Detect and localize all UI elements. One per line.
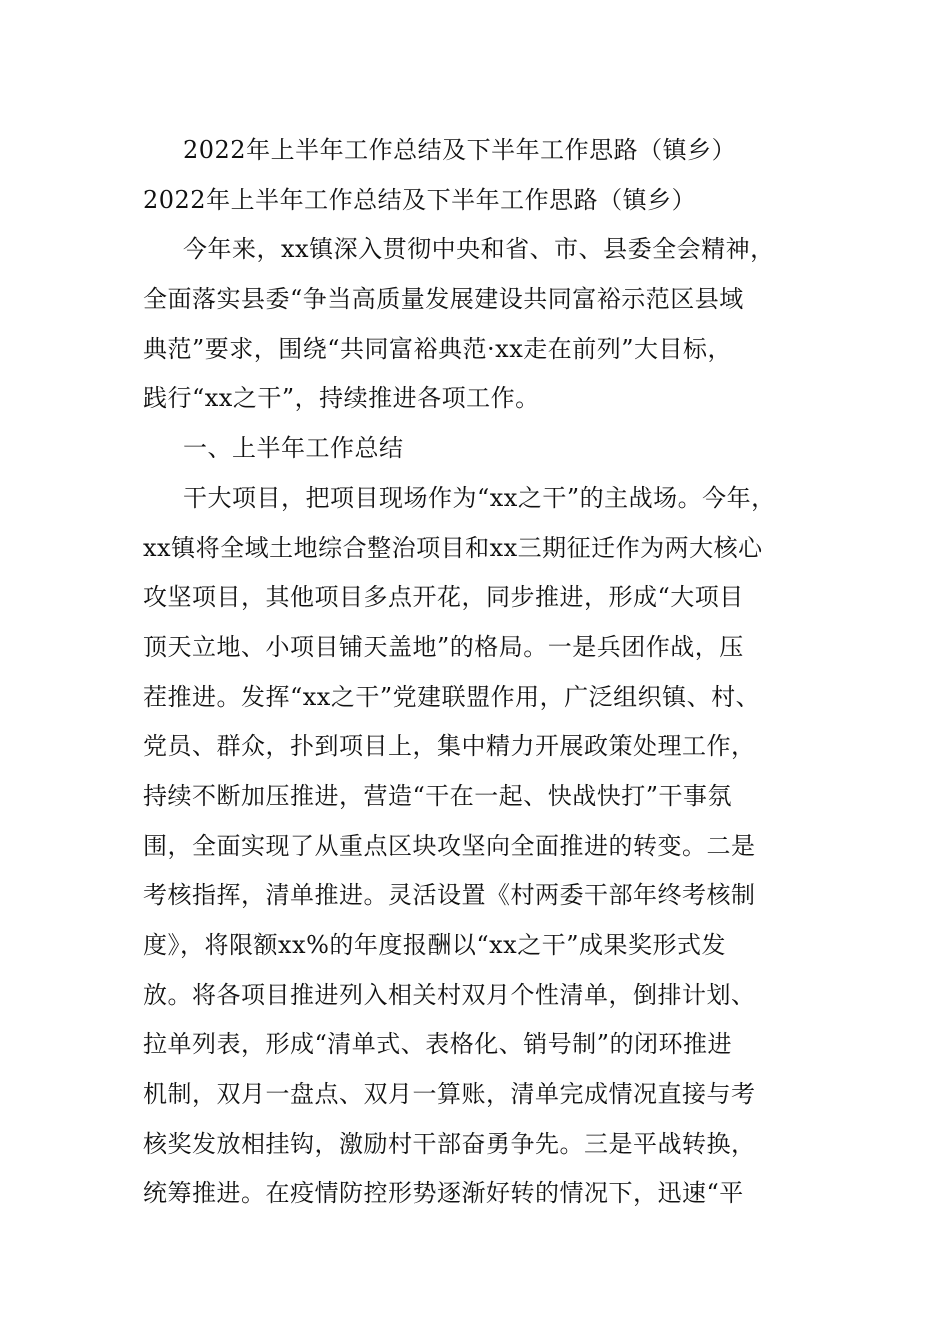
paragraph-line-10: 茬推进。发挥“xx之干”党建联盟作用，广泛组织镇、村、	[143, 682, 761, 711]
document-subtitle: 2022年上半年工作总结及下半年工作思路（镇乡）	[143, 185, 697, 214]
document-body	[143, 126, 813, 1219]
document-title: 2022年上半年工作总结及下半年工作思路（镇乡）	[183, 136, 737, 164]
paragraph-line-2: 全面落实县委“争当高质量发展建设共同富裕示范区县域	[143, 285, 744, 314]
paragraph-line-15: 度》，将限额xx%的年度报酬以“xx之干”成果奖形式发	[143, 931, 726, 959]
section-heading: 一、上半年工作总结	[183, 434, 404, 463]
paragraph-line-14: 考核指挥，清单推进。灵活设置《村两委干部年终考核制	[143, 881, 756, 910]
paragraph-line-9: 顶天立地、小项目铺天盖地”的格局。一是兵团作战，压	[143, 632, 744, 661]
paragraph-line-19: 核奖发放相挂钩，激励村干部奋勇争先。三是平战转换，	[143, 1129, 756, 1158]
paragraph-line-18: 机制，双月一盘点、双月一算账，清单完成情况直接与考	[143, 1080, 756, 1109]
paragraph-line-3: 典范”要求，围绕“共同富裕典范·xx走在前列”大目标，	[143, 334, 733, 363]
paragraph-line-16: 放。将各项目推进列入相关村双月个性清单，倒排计划、	[143, 980, 756, 1009]
paragraph-line-4: 践行“xx之干”，持续推进各项工作。	[143, 384, 540, 413]
paragraph-line-6: 干大项目，把项目现场作为“xx之干”的主战场。今年，	[183, 483, 776, 512]
paragraph-line-8: 攻坚项目，其他项目多点开花，同步推进，形成“大项目	[143, 583, 744, 612]
paragraph-line-20: 统筹推进。在疫情防控形势逐渐好转的情况下，迅速“平	[143, 1179, 744, 1208]
paragraph-line-1: 今年来，xx镇深入贯彻中央和省、市、县委全会精神，	[183, 235, 775, 264]
paragraph-line-13: 围，全面实现了从重点区块攻坚向全面推进的转变。二是	[143, 831, 756, 860]
paragraph-line-12: 持续不断加压推进，营造“干在一起、快战快打”干事氛	[143, 781, 733, 810]
paragraph-line-7: xx镇将全域土地综合整治项目和xx三期征迁作为两大核心	[143, 533, 763, 562]
paragraph-line-11: 党员、群众，扑到项目上，集中精力开展政策处理工作，	[143, 732, 756, 761]
paragraph-line-17: 拉单列表，形成“清单式、表格化、销号制”的闭环推进	[143, 1030, 733, 1059]
